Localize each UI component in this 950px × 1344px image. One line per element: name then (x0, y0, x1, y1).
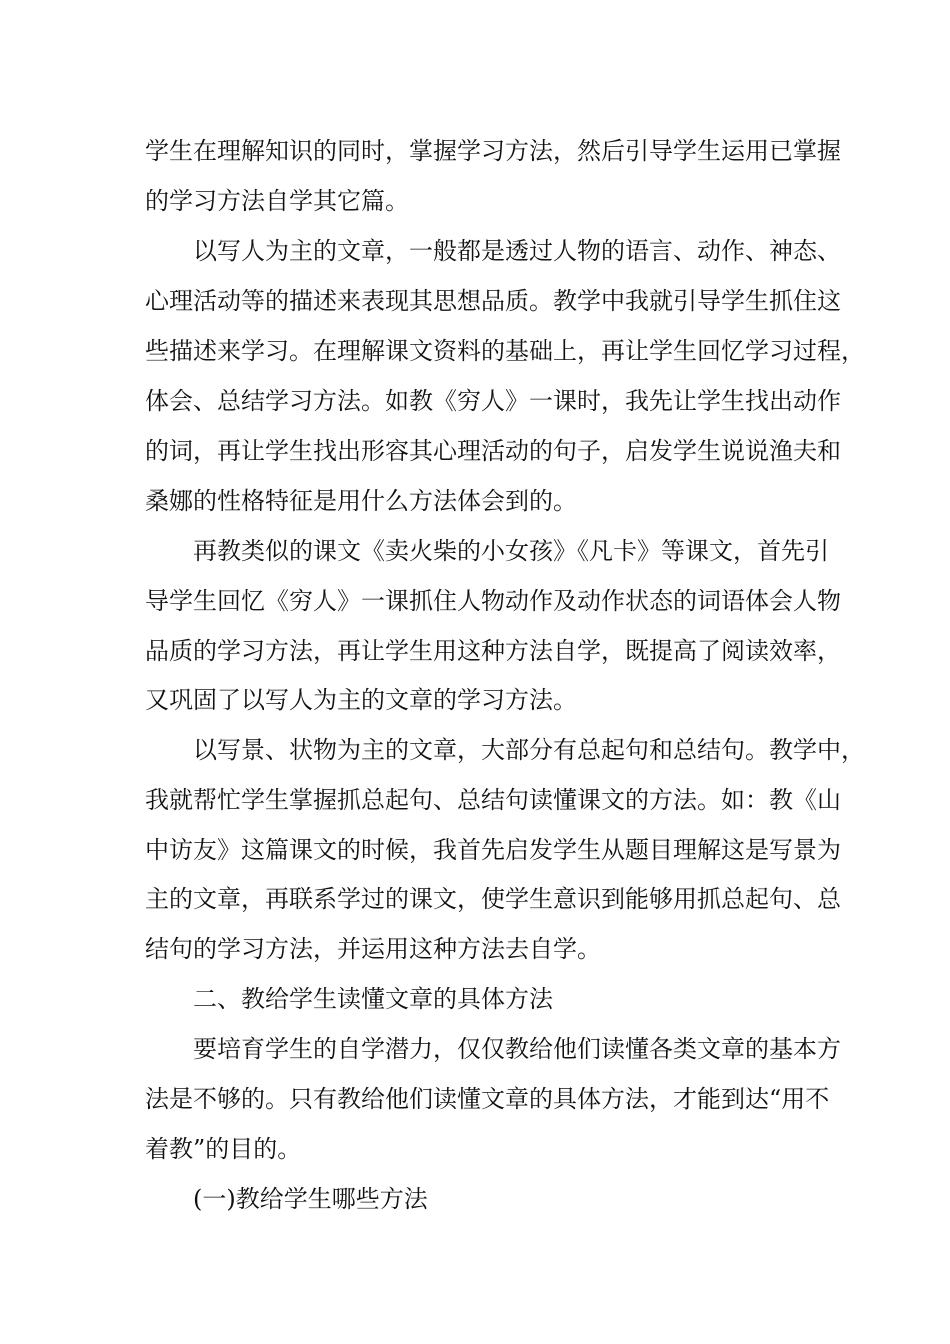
paragraph-first-line: 要培育学生的自学潜力，仅仅教给他们读懂各类文章的基本方 (193, 1035, 841, 1063)
body-text-line: 中访友》这篇课文的时候，我首先启发学生从题目理解这是写景为 (145, 836, 841, 864)
body-text-line: 些描述来学习。在理解课文资料的基础上，再让学生回忆学习过程， (145, 337, 865, 365)
body-text-line: 导学生回忆《穷人》一课抓住人物动作及动作状态的词语体会人物 (145, 587, 841, 615)
body-text-line: 品质的学习方法，再让学生用这种方法自学，既提高了阅读效率， (145, 637, 841, 665)
section-heading: 二、教给学生读懂文章的具体方法 (193, 985, 553, 1013)
paragraph-first-line: 以写景、状物为主的文章，大部分有总起句和总结句。教学中， (193, 736, 865, 764)
paragraph-first-line: 以写人为主的文章，一般都是透过人物的语言、动作、神态、 (193, 237, 841, 265)
body-text-line: 我就帮忙学生掌握抓总起句、总结句读懂课文的方法。如：教《山 (145, 786, 841, 814)
paragraph-first-line: 再教类似的课文《卖火柴的小女孩》《凡卡》等课文，首先引 (193, 537, 829, 565)
body-text-line: 主的文章，再联系学过的课文，使学生意识到能够用抓总起句、总 (145, 885, 841, 913)
body-text-line: 结句的学习方法，并运用这种方法去自学。 (145, 935, 601, 963)
subsection-heading: (一)教给学生哪些方法 (193, 1185, 428, 1213)
body-text-line: 又巩固了以写人为主的文章的学习方法。 (145, 686, 577, 714)
body-text-line: 体会、总结学习方法。如教《穷人》一课时，我先让学生找出动作 (145, 387, 841, 415)
body-text-line: 着教”的目的。 (145, 1135, 302, 1163)
body-text-line: 法是不够的。只有教给他们读懂文章的具体方法，才能到达“用不 (145, 1085, 830, 1113)
body-text-line: 的学习方法自学其它篇。 (145, 187, 409, 215)
body-text-line: 桑娜的性格特征是用什么方法体会到的。 (145, 487, 577, 515)
body-text-line: 心理活动等的描述来表现其思想品质。教学中我就引导学生抓住这 (145, 287, 841, 315)
body-text-line: 学生在理解知识的同时，掌握学习方法，然后引导学生运用已掌握 (145, 137, 841, 165)
body-text-line: 的词，再让学生找出形容其心理活动的句子，启发学生说说渔夫和 (145, 437, 841, 465)
